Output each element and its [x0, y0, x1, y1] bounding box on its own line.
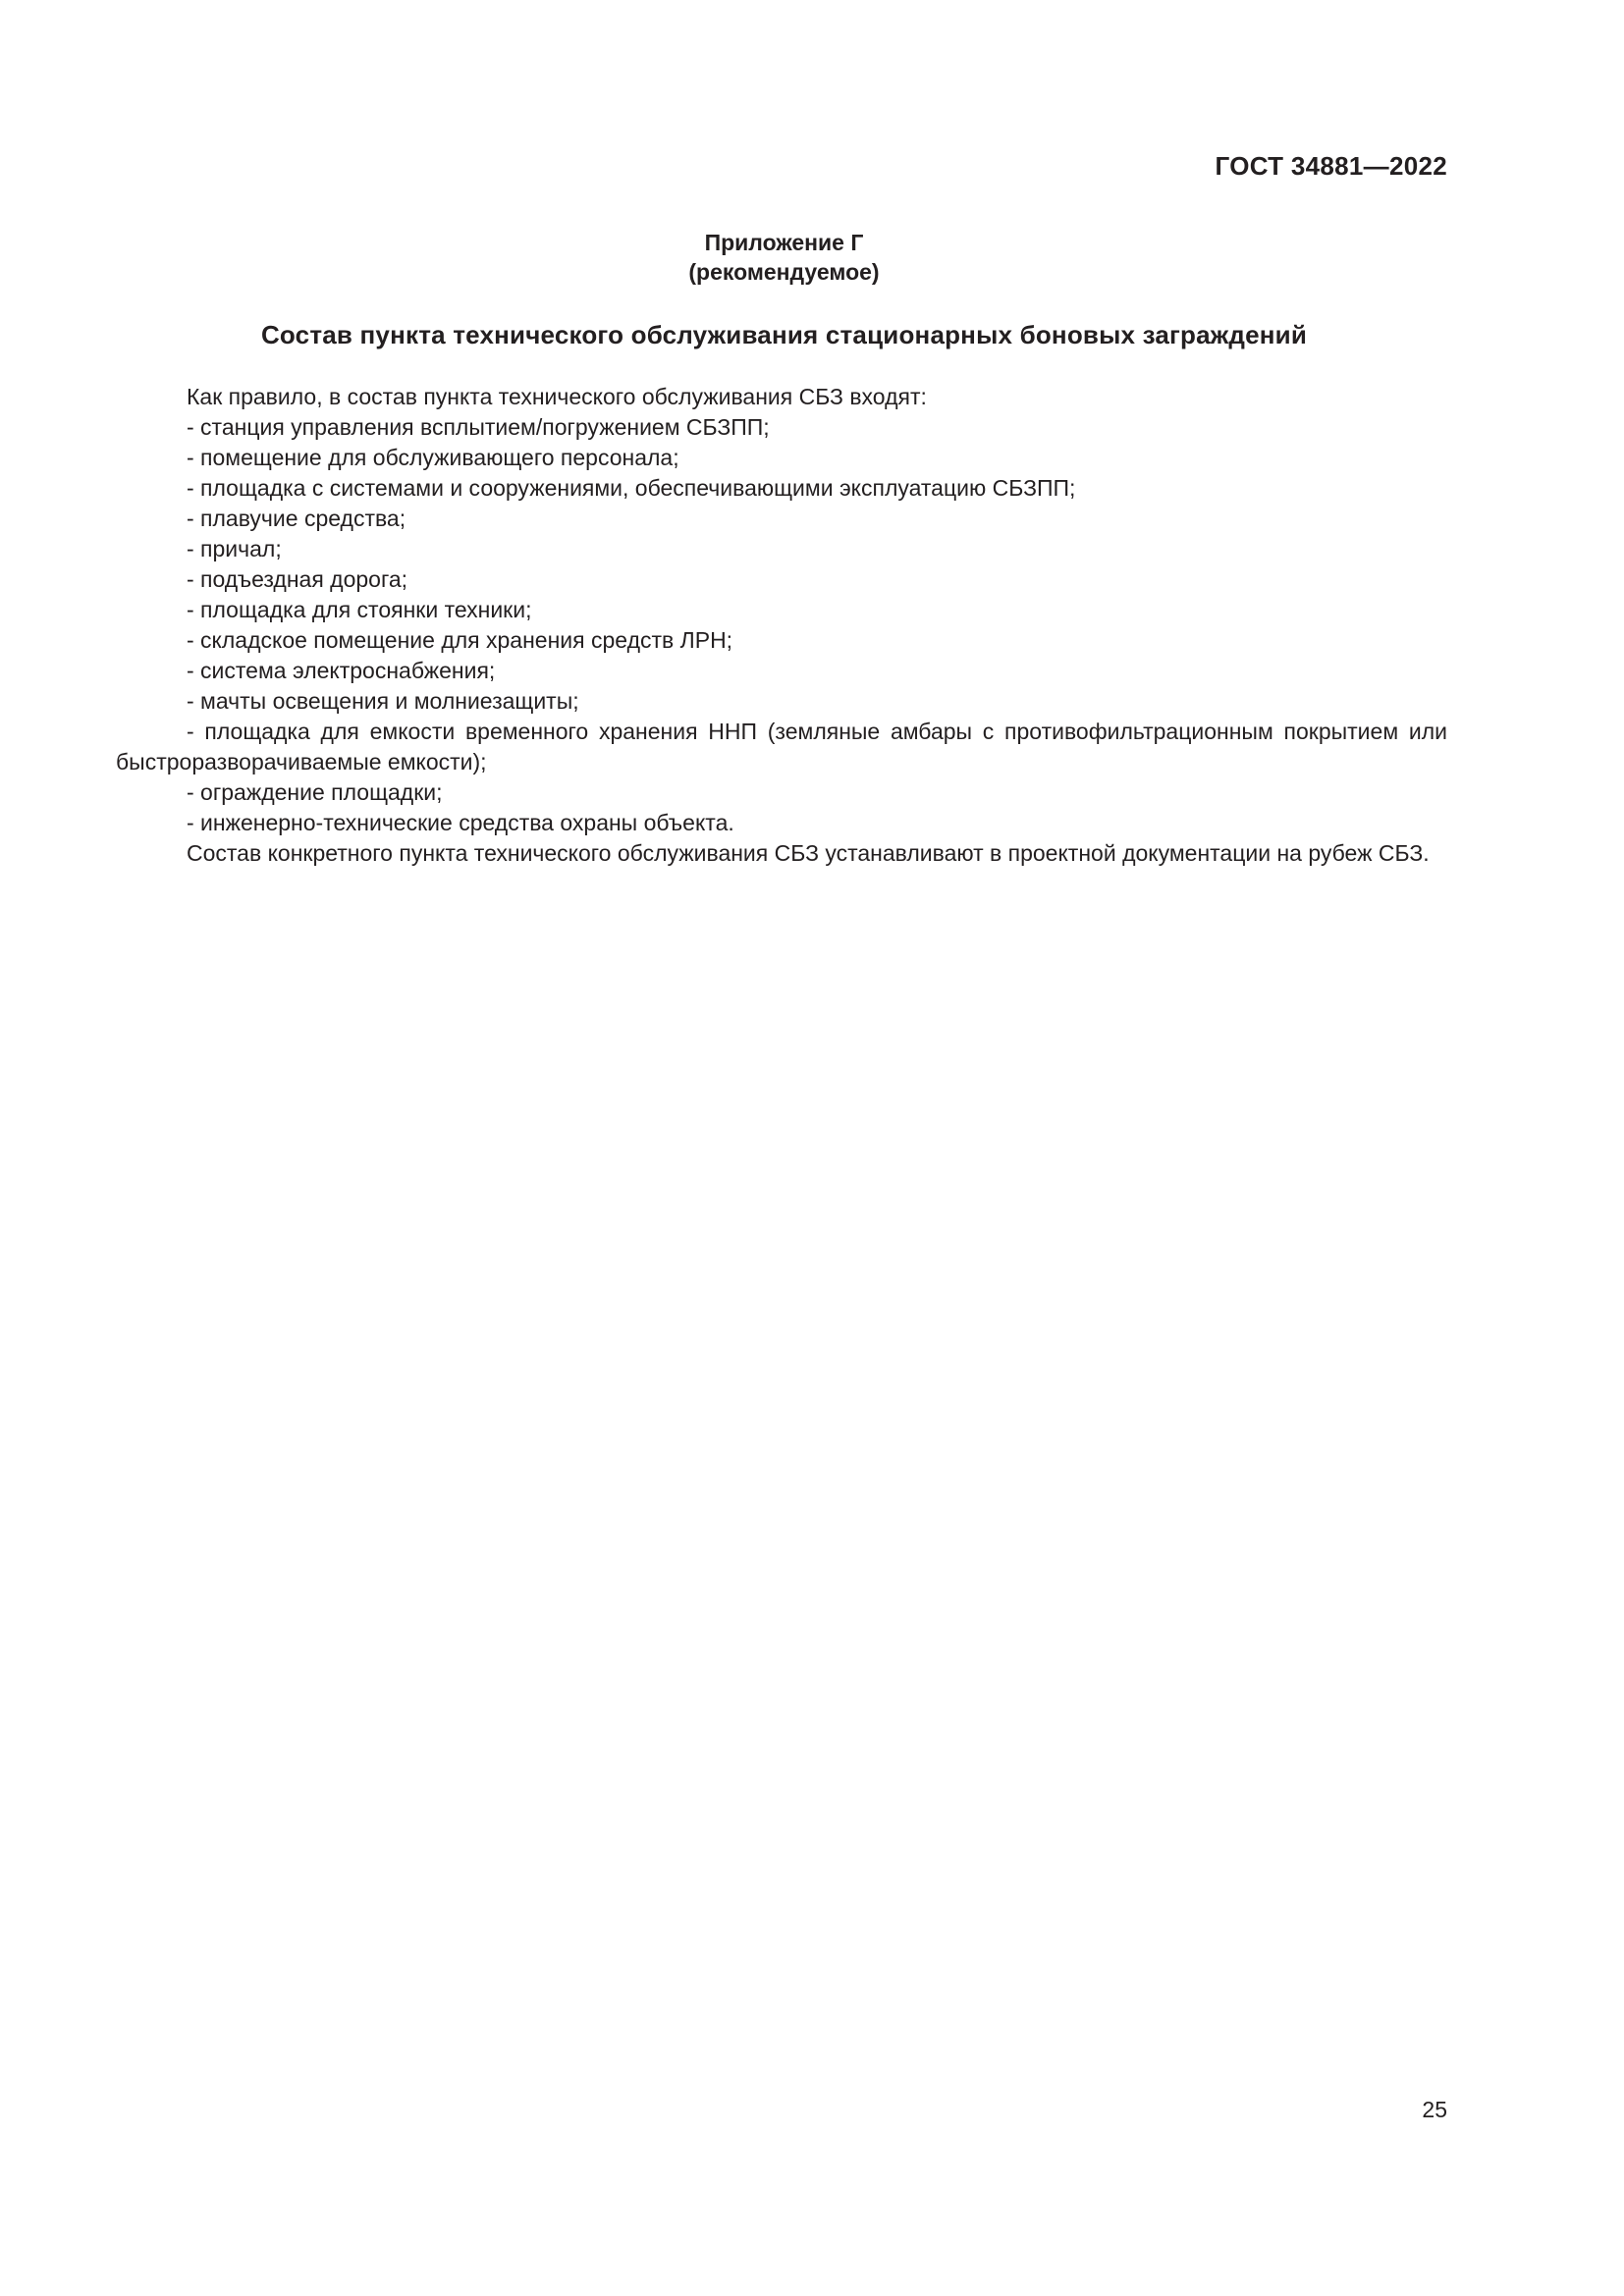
list-item: - мачты освещения и молниезащиты;	[187, 688, 579, 714]
list-item: - система электроснабжения;	[187, 658, 496, 683]
section-heading: Состав пункта технического обслуживания стационарных боновых заграждений	[260, 320, 1308, 349]
list-item: - инженерно-технические средства охраны объекта.	[187, 810, 734, 835]
list-item: - станция управления всплытием/погружением СБЗПП;	[187, 414, 770, 440]
list-item: - причал;	[187, 536, 282, 561]
list-item: - складское помещение для хранения средств ЛРН;	[187, 627, 733, 653]
document-code: ГОСТ 34881—2022	[1215, 151, 1447, 181]
closing-paragraph: Состав конкретного пункта технического обслуживания СБЗ устанавливают в проектной документации на рубеж СБЗ.	[187, 840, 1430, 866]
list-item: - площадка для емкости временного хранения ННП (земляные амбары с противофильтрационным покрытием или быстроразворачиваемые емкости);	[116, 719, 1447, 774]
list-item: - подъездная дорога;	[187, 566, 408, 592]
intro-paragraph: Как правило, в состав пункта технического обслуживания СБЗ входят:	[187, 384, 927, 409]
appendix-label	[0, 228, 1568, 287]
document-body	[116, 382, 1447, 869]
list-item: - помещение для обслуживающего персонала;	[187, 445, 679, 470]
page-number: 25	[1422, 2097, 1447, 2122]
list-item: - ограждение площадки;	[187, 779, 443, 805]
appendix-status: (рекомендуемое)	[688, 259, 880, 285]
appendix-title: Приложение Г	[704, 230, 864, 255]
list-item: - площадка с системами и сооружениями, обеспечивающими эксплуатацию СБЗПП;	[187, 475, 1076, 501]
list-item: - площадка для стоянки техники;	[187, 597, 532, 622]
list-item: - плавучие средства;	[187, 506, 406, 531]
component-list	[116, 412, 1447, 838]
